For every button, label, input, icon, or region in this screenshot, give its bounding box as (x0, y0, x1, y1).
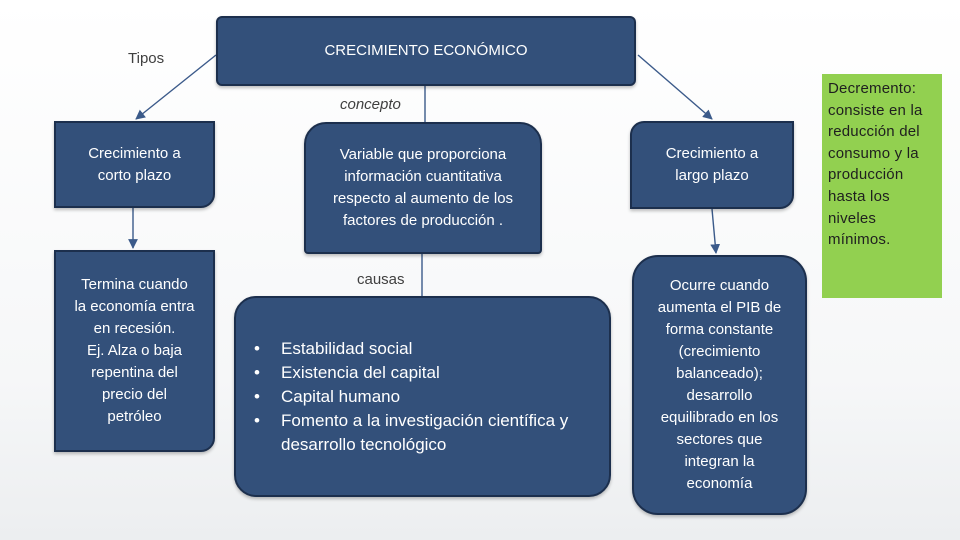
causes-list (250, 337, 609, 457)
concept-box (304, 122, 542, 254)
short-term-text: Crecimiento a corto plazo (88, 144, 181, 184)
short-term-end-box (54, 250, 215, 452)
tipos-label: Tipos (128, 50, 165, 67)
causas-label: causas (357, 271, 405, 288)
title-box (216, 16, 636, 86)
causes-box (234, 296, 611, 497)
cause-item: • Existencia del capital (250, 361, 609, 385)
decrement-text: Decremento: consiste en la reducción del consumo y la producción hasta los niveles mínimos. (828, 80, 923, 249)
long-term-occurs-text: Ocurre cuando aumenta el PIB de forma constante (crecimiento balanceado); desarrollo equilibrado en los sectores que integran la economía (657, 277, 782, 492)
diagram-title: CRECIMIENTO ECONÓMICO (324, 42, 528, 59)
concepto-label: concepto (340, 96, 401, 113)
cause-item: • Estabilidad social (250, 337, 609, 361)
cause-item: • Capital humano (250, 385, 609, 409)
cause-item: • Fomento a la investigación científica y desarrollo tecnológico (250, 409, 609, 457)
arrow-long-term-to-occurs (712, 209, 716, 253)
long-term-box (630, 121, 794, 209)
long-term-text: Crecimiento a largo plazo (665, 145, 759, 184)
decrement-box (822, 74, 942, 298)
arrow-title-to-long-term (638, 55, 712, 119)
short-term-box (54, 121, 215, 208)
long-term-occurs-box (632, 255, 807, 515)
short-term-end-text: Termina cuando la economía entra en recesión. Ej. Alza o baja repentina del precio del petróleo (74, 276, 195, 425)
concept-text: Variable que proporciona información cuantitativa respecto al aumento de los factores de producción . (332, 146, 514, 229)
